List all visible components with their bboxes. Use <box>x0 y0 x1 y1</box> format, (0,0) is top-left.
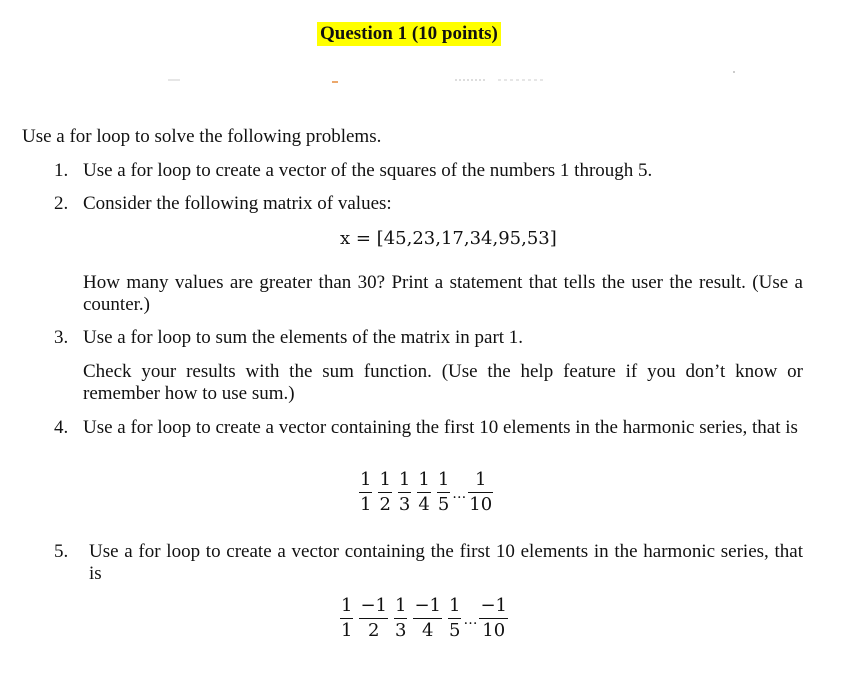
series-term: $\frac{1}{2}$ <box>379 469 391 515</box>
question-title: Question 1 (10 points) <box>317 22 501 46</box>
harmonic-series <box>359 470 493 515</box>
alternating-harmonic-series <box>340 596 508 641</box>
series-term: $\frac{1}{1}$ <box>341 595 353 641</box>
item-number: 4. <box>54 417 69 438</box>
series-term: $\frac{1}{5}$ <box>437 469 450 515</box>
item-text: Use a for loop to create a vector of the squares of the numbers 1 through 5. <box>83 160 653 181</box>
series-term: $\frac{1}{1}$ <box>360 469 372 515</box>
series-term-last: $\frac{-1}{10}$ <box>480 595 507 641</box>
item-number: 3. <box>54 327 69 348</box>
matrix-equation: x = [45,23,17,34,95,53] <box>340 228 557 249</box>
series-term: $\frac{-1}{4}$ <box>414 595 441 641</box>
series-term: $\frac{-1}{2}$ <box>360 595 387 641</box>
scan-artifacts <box>0 0 845 100</box>
series-term: $\frac{1}{4}$ <box>418 469 430 515</box>
series-term: $\frac{1}{3}$ <box>398 469 411 515</box>
item-number: 5. <box>54 541 69 562</box>
intro-text: Use a for loop to solve the following problems. <box>22 126 382 147</box>
item-text: Consider the following matrix of values: <box>83 193 392 214</box>
item-text: Use a for loop to create a vector containing the first 10 elements in the harmonic series, that is <box>83 417 798 438</box>
series-term: $\frac{1}{5}$ <box>449 595 461 641</box>
series-ellipsis: … <box>463 611 478 628</box>
item-number: 2. <box>54 193 69 214</box>
series-term: $\frac{1}{3}$ <box>395 595 407 641</box>
item-followup: Check your results with the sum function. (Use the help feature if you don’t know or remember how to use sum.) <box>83 361 803 404</box>
series-term-last: $\frac{1}{10}$ <box>469 469 493 515</box>
series-ellipsis: … <box>452 485 467 502</box>
item-text <box>89 541 803 585</box>
item-text-content: Use a for loop to create a vector containing the first 10 elements in the harmonic series, that is <box>89 541 803 584</box>
item-number: 1. <box>54 160 69 181</box>
item-followup: How many values are greater than 30? Print a statement that tells the user the result. (Use a counter.) <box>83 272 803 315</box>
item-text: Use a for loop to sum the elements of the matrix in part 1. <box>83 327 524 348</box>
